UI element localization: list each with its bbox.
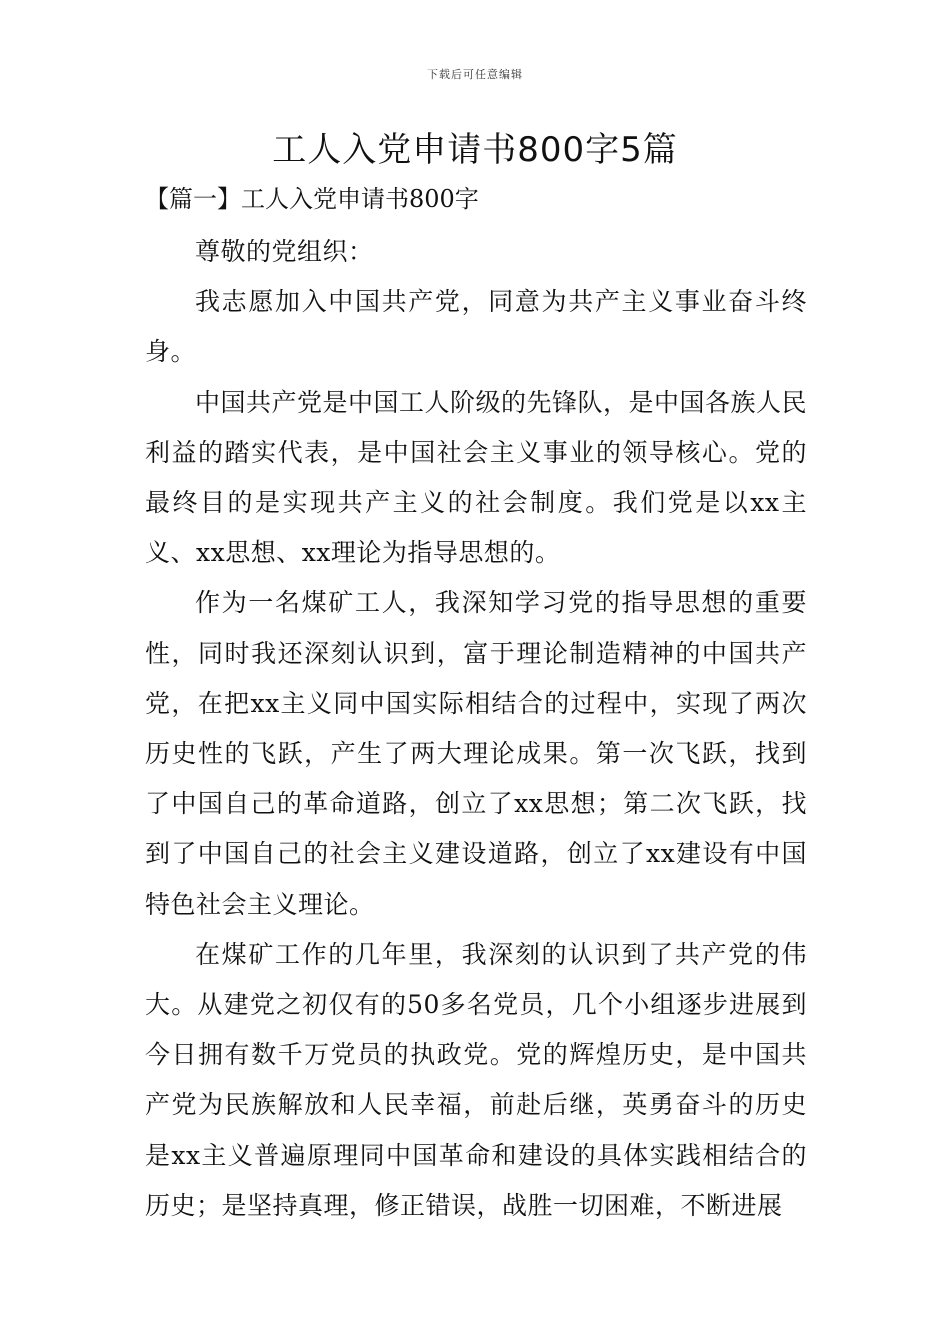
body-text — [145, 227, 807, 1231]
salutation: 尊敬的党组织： — [195, 237, 374, 266]
header-note: 下载后可任意编辑 — [427, 68, 523, 81]
document-title: 工人入党申请书800字5篇 — [272, 130, 678, 170]
paragraph: 我志愿加入中国共产党，同意为共产主义事业奋斗终身。 — [145, 287, 807, 367]
paragraph: 中国共产党是中国工人阶级的先锋队，是中国各族人民利益的踏实代表，是中国社会主义事业的领导核心。党的最终目的是实现共产主义的社会制度。我们党是以xx主义、xx思想、xx理论为指导思想的。 — [145, 387, 808, 568]
section-heading: 【篇一】工人入党申请书800字 — [145, 185, 479, 213]
paragraph: 作为一名煤矿工人，我深知学习党的指导思想的重要性，同时我还深刻认识到，富于理论制造精神的中国共产党，在把xx主义同中国实际相结合的过程中，实现了两次历史性的飞跃，产生了两大理论成果。第一次飞跃，找到了中国自己的革命道路，创立了xx思想；第二次飞跃，找到了中国自己的社会主义建设道路，创立了xx建设有中国特色社会主义理论。 — [145, 588, 807, 919]
paragraph: 在煤矿工作的几年里，我深刻的认识到了共产党的伟大。从建党之初仅有的50多名党员，几个小组逐步进展到今日拥有数千万党员的执政党。党的辉煌历史，是中国共产党为民族解放和人民幸福，前赴后继，英勇奋斗的历史是xx主义普遍原理同中国革命和建设的具体实践相结合的历史；是坚持真理，修正错误，战胜一切困难，不断进展 — [145, 939, 807, 1220]
